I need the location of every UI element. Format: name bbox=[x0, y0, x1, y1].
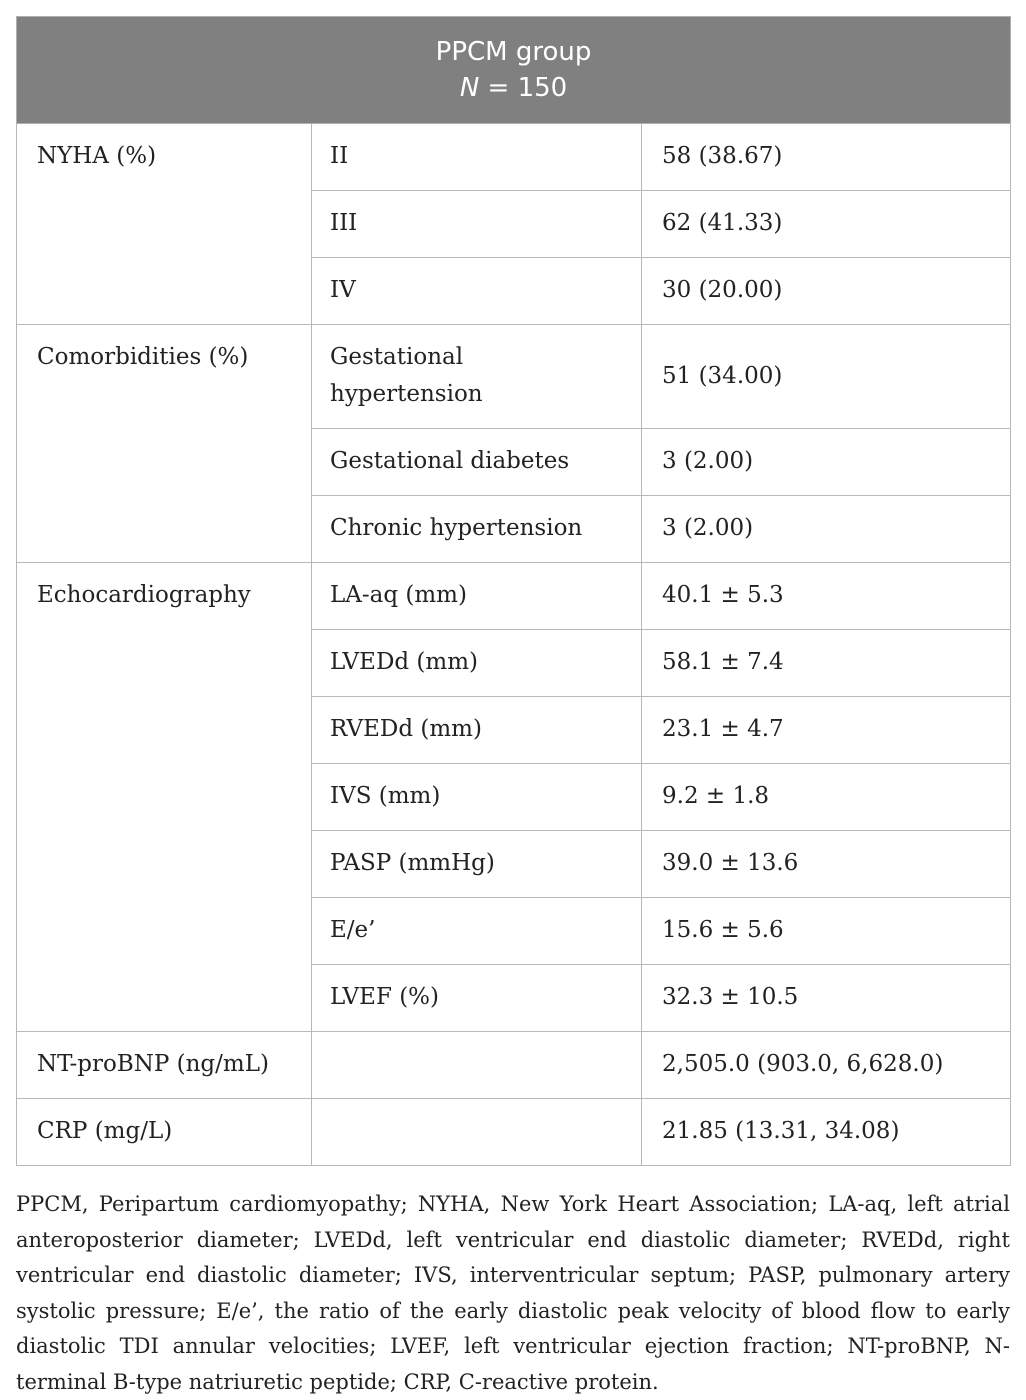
value-cell: 23.1 ± 4.7 bbox=[642, 697, 1011, 764]
subcategory-cell bbox=[312, 1099, 642, 1166]
table-row bbox=[17, 1099, 1011, 1166]
subcategory-cell: Gestational hypertension bbox=[312, 325, 642, 429]
category-cell-crp: CRP (mg/L) bbox=[17, 1099, 312, 1166]
subcategory-cell: LVEDd (mm) bbox=[312, 630, 642, 697]
value-cell: 3 (2.00) bbox=[642, 496, 1011, 563]
value-cell: 2,505.0 (903.0, 6,628.0) bbox=[642, 1032, 1011, 1099]
subcategory-cell: LA-aq (mm) bbox=[312, 563, 642, 630]
subcategory-cell: Chronic hypertension bbox=[312, 496, 642, 563]
category-cell-ntprobnp: NT-proBNP (ng/mL) bbox=[17, 1032, 312, 1099]
header-n-label: N bbox=[459, 73, 480, 103]
value-cell: 21.85 (13.31, 34.08) bbox=[642, 1099, 1011, 1166]
table-row bbox=[17, 325, 1011, 429]
table-header bbox=[17, 17, 1011, 124]
subcategory-cell: IVS (mm) bbox=[312, 764, 642, 831]
value-cell: 32.3 ± 10.5 bbox=[642, 965, 1011, 1032]
value-cell: 62 (41.33) bbox=[642, 191, 1011, 258]
subcategory-cell: II bbox=[312, 124, 642, 191]
subcategory-cell bbox=[312, 1032, 642, 1099]
value-cell: 3 (2.00) bbox=[642, 429, 1011, 496]
table-row bbox=[17, 563, 1011, 630]
ppcm-characteristics-table bbox=[16, 16, 1011, 1166]
subcategory-cell: E/e’ bbox=[312, 898, 642, 965]
subcategory-cell: III bbox=[312, 191, 642, 258]
table-row bbox=[17, 1032, 1011, 1099]
value-cell: 15.6 ± 5.6 bbox=[642, 898, 1011, 965]
category-cell-nyha: NYHA (%) bbox=[17, 124, 312, 325]
subcategory-cell: PASP (mmHg) bbox=[312, 831, 642, 898]
value-cell: 58.1 ± 7.4 bbox=[642, 630, 1011, 697]
table-footnote: PPCM, Peripartum cardiomyopathy; NYHA, New York Heart Association; LA-aq, left atrial anteroposterior diameter; LVEDd, left ventricular end diastolic diameter; RVEDd, right ventricular end diastolic diameter; IVS, interventricular septum; PASP, pulmonary artery systolic pressure; E/e’, the ratio of the early diastolic peak velocity of blood flow to early diastolic TDI annular velocities; LVEF, left ventricular ejection fraction; NT-proBNP, N-terminal B-type natriuretic peptide; CRP, C-reactive protein. bbox=[16, 1192, 1010, 1394]
value-cell: 9.2 ± 1.8 bbox=[642, 764, 1011, 831]
value-cell: 30 (20.00) bbox=[642, 258, 1011, 325]
header-group-title: PPCM group bbox=[435, 37, 592, 67]
value-cell: 58 (38.67) bbox=[642, 124, 1011, 191]
header-n-value: = 150 bbox=[487, 73, 568, 103]
value-cell: 39.0 ± 13.6 bbox=[642, 831, 1011, 898]
subcategory-cell: IV bbox=[312, 258, 642, 325]
value-cell: 40.1 ± 5.3 bbox=[642, 563, 1011, 630]
category-cell-comorbidities: Comorbidities (%) bbox=[17, 325, 312, 563]
subcategory-cell: RVEDd (mm) bbox=[312, 697, 642, 764]
value-cell: 51 (34.00) bbox=[642, 325, 1011, 429]
table-row bbox=[17, 124, 1011, 191]
table-header-row bbox=[17, 17, 1011, 124]
category-cell-echocardiography: Echocardiography bbox=[17, 563, 312, 1032]
data-table-container bbox=[16, 16, 1010, 1166]
subcategory-cell: Gestational diabetes bbox=[312, 429, 642, 496]
header-sample-size bbox=[17, 70, 1010, 106]
subcategory-cell: LVEF (%) bbox=[312, 965, 642, 1032]
